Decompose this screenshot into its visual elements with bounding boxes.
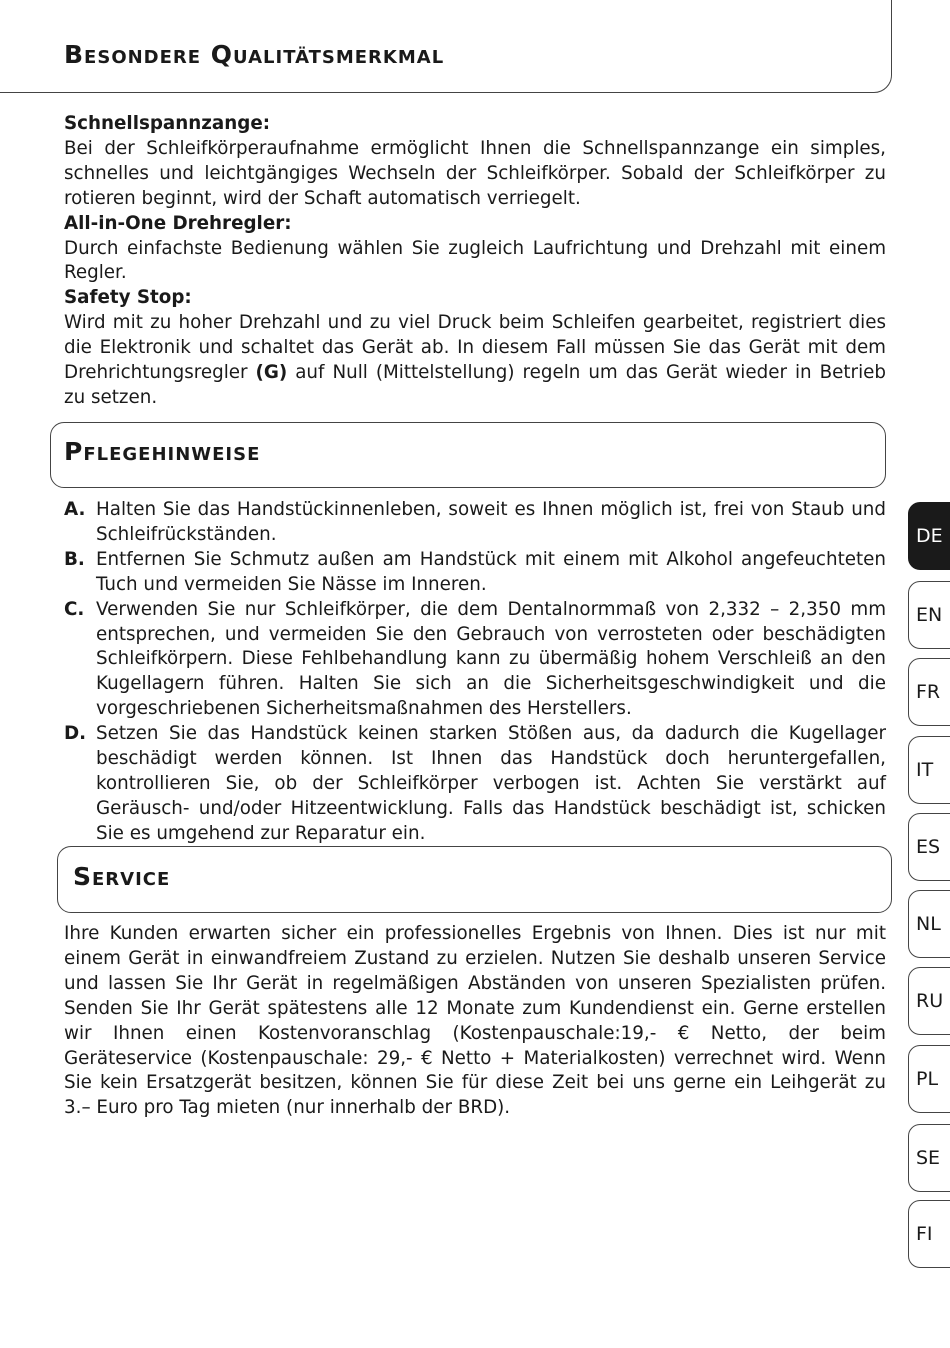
list-item bbox=[64, 548, 886, 598]
feature-text-all-in-one: Durch einfachste Bedienung wählen Sie zugleich Laufrichtung und Drehzahl mit einem Regler. bbox=[64, 237, 886, 284]
section-title-care: Pflegehinweise bbox=[64, 437, 261, 466]
safety-stop-text-before: Wird mit zu hoher Drehzahl und zu viel Druck beim Schleifen gearbeitet, registriert dies die Elektronik und schaltet das Gerät ab. In diesem Fall müssen Sie das Gerät mit dem Drehrichtungsregler bbox=[64, 312, 886, 384]
list-item bbox=[64, 598, 886, 723]
safety-stop-ref: (G) bbox=[255, 362, 288, 384]
care-list bbox=[64, 498, 886, 847]
list-marker: A. bbox=[64, 499, 86, 520]
tab-language-nl[interactable] bbox=[908, 890, 950, 958]
list-item-text: Halten Sie das Handstückinnenleben, soweit es Ihnen möglich ist, frei von Staub und Schleifrückständen. bbox=[96, 499, 886, 545]
tab-label: EN bbox=[916, 604, 943, 626]
section-title-service: Service bbox=[73, 862, 171, 891]
tab-label: IT bbox=[916, 759, 934, 781]
tab-language-fr[interactable] bbox=[908, 658, 950, 726]
feature-text-quick-chuck: Bei der Schleifkörperaufnahme ermöglicht Ihnen die Schnellspannzange ein simples, schnelles und leichtgängiges Wechseln der Schleifkörper. Sobald der Schleifkörper zu rotieren beginnt, wird der Schaft automatisch verriegelt. bbox=[64, 137, 886, 209]
tab-language-fi[interactable] bbox=[908, 1200, 950, 1268]
tab-label: SE bbox=[916, 1147, 941, 1169]
safety-stop-text-after: auf Null (Mittelstellung) regeln um das Gerät wieder in Betrieb zu setzen. bbox=[64, 362, 886, 408]
feature-label-quick-chuck: Schnellspannzange: bbox=[64, 113, 271, 134]
feature-label-safety-stop: Safety Stop: bbox=[64, 287, 192, 309]
feature-label-all-in-one: All-in-One Drehregler: bbox=[64, 212, 292, 234]
service-text: Ihre Kunden erwarten sicher ein professionelles Ergebnis von Ihnen. Dies ist nur mit einem Gerät in einwandfreiem Zustand zu erzielen. Nutzen Sie deshalb unseren Service und lassen Sie Ihr Gerät in regelmäßigen Abständen von unseren Spezialisten prüfen. Senden Sie Ihr Gerät spätestens alle 12 Monate zum Kundendienst ein. Gerne erstellen wir Ihnen einen Kostenvoranschlag (Kostenpauschale:19,- € Netto, der beim Geräteservice (Kostenpauschale: 29,- € Netto + Materialkosten) verrechnet wird. Wenn Sie kein Ersatzgerät besitzen, können Sie für diese Zeit bei uns gerne ein Leihgerät zu 3.– Euro pro Tag mieten (nur innerhalb der BRD). bbox=[64, 923, 886, 1119]
list-marker: C. bbox=[64, 598, 85, 620]
list-item-text: Setzen Sie das Handstück keinen starken Stößen aus, da dadurch die Kugellager beschädigt werden können. Ist Ihnen das Handstück doch heruntergefallen, kontrollieren Sie, ob der Schleifkörper verbogen ist. Achten Sie verstärkt auf Geräusch- und/oder Hitzeentwicklung. Falls das Handstück beschädigt ist, schicken Sie es umgehend zur Reparatur ein. bbox=[96, 723, 886, 844]
tab-label: ES bbox=[916, 836, 941, 858]
tab-language-it[interactable] bbox=[908, 736, 950, 804]
list-item bbox=[64, 498, 886, 548]
tab-label: FR bbox=[916, 681, 941, 703]
tab-label: RU bbox=[916, 990, 944, 1012]
tab-language-se[interactable] bbox=[908, 1124, 950, 1192]
tab-label: PL bbox=[916, 1068, 939, 1090]
list-marker: B. bbox=[64, 548, 85, 570]
tab-label: DE bbox=[916, 525, 943, 547]
tab-language-es[interactable] bbox=[908, 813, 950, 881]
list-marker: D. bbox=[64, 723, 87, 745]
tab-label: FI bbox=[916, 1223, 933, 1245]
tab-label: NL bbox=[916, 913, 941, 935]
tab-language-ru[interactable] bbox=[908, 967, 950, 1035]
tab-language-en[interactable] bbox=[908, 581, 950, 649]
section-title-features: Besondere Qualitätsmerkmal bbox=[64, 40, 445, 69]
list-item bbox=[64, 722, 886, 847]
tab-language-pl[interactable] bbox=[908, 1045, 950, 1113]
features-block bbox=[64, 112, 886, 411]
feature-text-safety-stop bbox=[64, 311, 886, 411]
section-header-box-service bbox=[57, 846, 892, 913]
tab-language-de[interactable] bbox=[908, 502, 950, 570]
list-item-text: Verwenden Sie nur Schleifkörper, die dem Dentalnormmaß von 2,332 – 2,350 mm entsprechen, und vermeiden Sie den Gebrauch von verrosteten oder beschädigten Schleifkörpern. Diese Fehlbehandlung kann zu übermäßig hohem Verschleiß an den Kugellagern führen. Halten Sie sich an die Sicherheitsgeschwindigkeit und die vorgeschriebenen Sicherheitsmaßnahmen des Herstellers. bbox=[96, 598, 886, 720]
list-item-text: Entfernen Sie Schmutz außen am Handstück mit einem mit Alkohol angefeuchteten Tuch und vermeiden Sie Nässe im Inneren. bbox=[96, 548, 886, 595]
